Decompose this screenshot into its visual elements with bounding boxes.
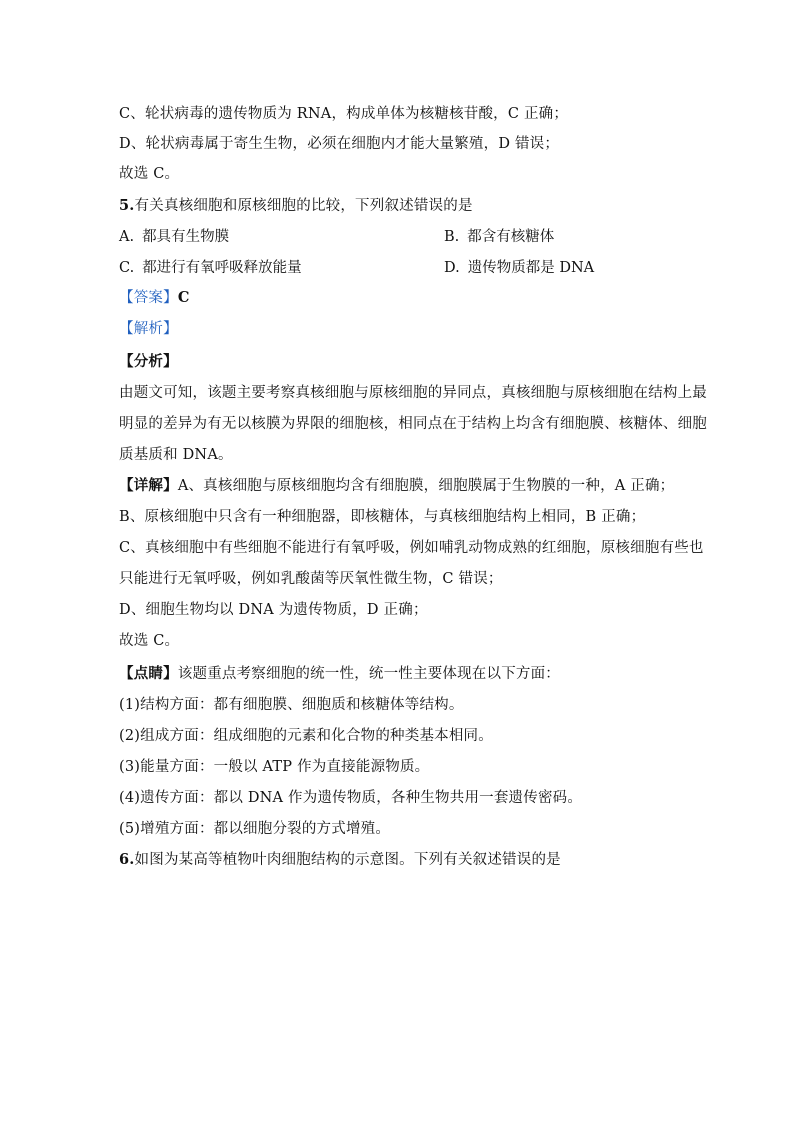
detail-line-d: D、细胞生物均以 DNA 为遗传物质，D 正确； bbox=[119, 602, 428, 618]
dianjing-first-text: 该题重点考察细胞的统一性，统一性主要体现在以下方面： bbox=[177, 666, 561, 682]
fenxi-line-2: 明显的差异为有无以核膜为界限的细胞核，相同点在于结构上均含有细胞膜、核糖体、细胞 bbox=[119, 416, 707, 432]
question-6-stem bbox=[119, 850, 561, 870]
detail-line-c1: C、真核细胞中有些细胞不能进行有氧呼吸，例如哺乳动物成熟的红细胞，原核细胞有些也 bbox=[119, 540, 704, 556]
option-c-letter: C. bbox=[119, 260, 135, 276]
option-b-text: 都含有核糖体 bbox=[467, 229, 555, 245]
dianjing-item-5: (5)增殖方面：都以细胞分裂的方式增殖。 bbox=[119, 821, 391, 837]
answer-value: C bbox=[177, 289, 190, 306]
dianjing-item-1: (1)结构方面：都有细胞膜、细胞质和核糖体等结构。 bbox=[119, 697, 464, 713]
prev-explanation-line-c: C、轮状病毒的遗传物质为 RNA，构成单体为核糖核苷酸，C 正确； bbox=[119, 106, 569, 122]
dianjing-item-3: (3)能量方面：一般以 ATP 作为直接能源物质。 bbox=[119, 759, 430, 775]
answer-line bbox=[119, 288, 190, 308]
fenxi-heading bbox=[119, 352, 178, 372]
detail-first-text: A、真核细胞与原核细胞均含有细胞膜，细胞膜属于生物膜的一种，A 正确； bbox=[177, 478, 675, 494]
option-a-letter: A. bbox=[119, 229, 135, 245]
question-6-text: 如图为某高等植物叶肉细胞结构的示意图。下列有关叙述错误的是 bbox=[134, 852, 561, 868]
detail-tag: 【详解】 bbox=[119, 477, 178, 494]
analysis-tag: 【解析】 bbox=[119, 321, 178, 337]
detail-conclusion: 故选 C。 bbox=[119, 633, 180, 649]
prev-conclusion: 故选 C。 bbox=[119, 166, 180, 182]
fenxi-line-1: 由题文可知，该题主要考察真核细胞与原核细胞的异同点，真核细胞与原核细胞在结构上最 bbox=[119, 385, 707, 401]
dianjing-tag: 【点睛】 bbox=[119, 665, 178, 682]
detail-line-b: B、原核细胞中只含有一种细胞器，即核糖体，与真核细胞结构上相同，B 正确； bbox=[119, 509, 646, 525]
analysis-line bbox=[119, 319, 178, 339]
option-a-text: 都具有生物膜 bbox=[142, 229, 230, 245]
option-d-letter: D. bbox=[444, 260, 460, 276]
option-b bbox=[444, 227, 554, 247]
dianjing-item-2: (2)组成方面：组成细胞的元素和化合物的种类基本相同。 bbox=[119, 728, 493, 744]
detail-line-a bbox=[119, 476, 674, 496]
option-c-text: 都进行有氧呼吸释放能量 bbox=[142, 260, 302, 276]
question-5-stem bbox=[119, 196, 473, 216]
prev-explanation-line-d: D、轮状病毒属于寄生生物，必须在细胞内才能大量繁殖，D 错误； bbox=[119, 136, 560, 152]
option-d-text: 遗传物质都是 DNA bbox=[467, 260, 595, 276]
answer-tag: 【答案】 bbox=[119, 290, 178, 306]
option-a bbox=[119, 227, 229, 247]
question-6-number: 6. bbox=[119, 851, 135, 868]
fenxi-line-3: 质基质和 DNA。 bbox=[119, 447, 233, 463]
option-b-letter: B. bbox=[444, 229, 460, 245]
option-d bbox=[444, 258, 594, 278]
dianjing-item-4: (4)遗传方面：都以 DNA 作为遗传物质，各种生物共用一套遗传密码。 bbox=[119, 790, 583, 806]
fenxi-tag: 【分析】 bbox=[119, 353, 178, 370]
option-c bbox=[119, 258, 302, 278]
detail-line-c2: 只能进行无氧呼吸，例如乳酸菌等厌氧性微生物，C 错误； bbox=[119, 571, 503, 587]
dianjing-line bbox=[119, 664, 560, 684]
question-5-text: 有关真核细胞和原核细胞的比较，下列叙述错误的是 bbox=[134, 198, 473, 214]
question-5-number: 5. bbox=[119, 197, 135, 214]
